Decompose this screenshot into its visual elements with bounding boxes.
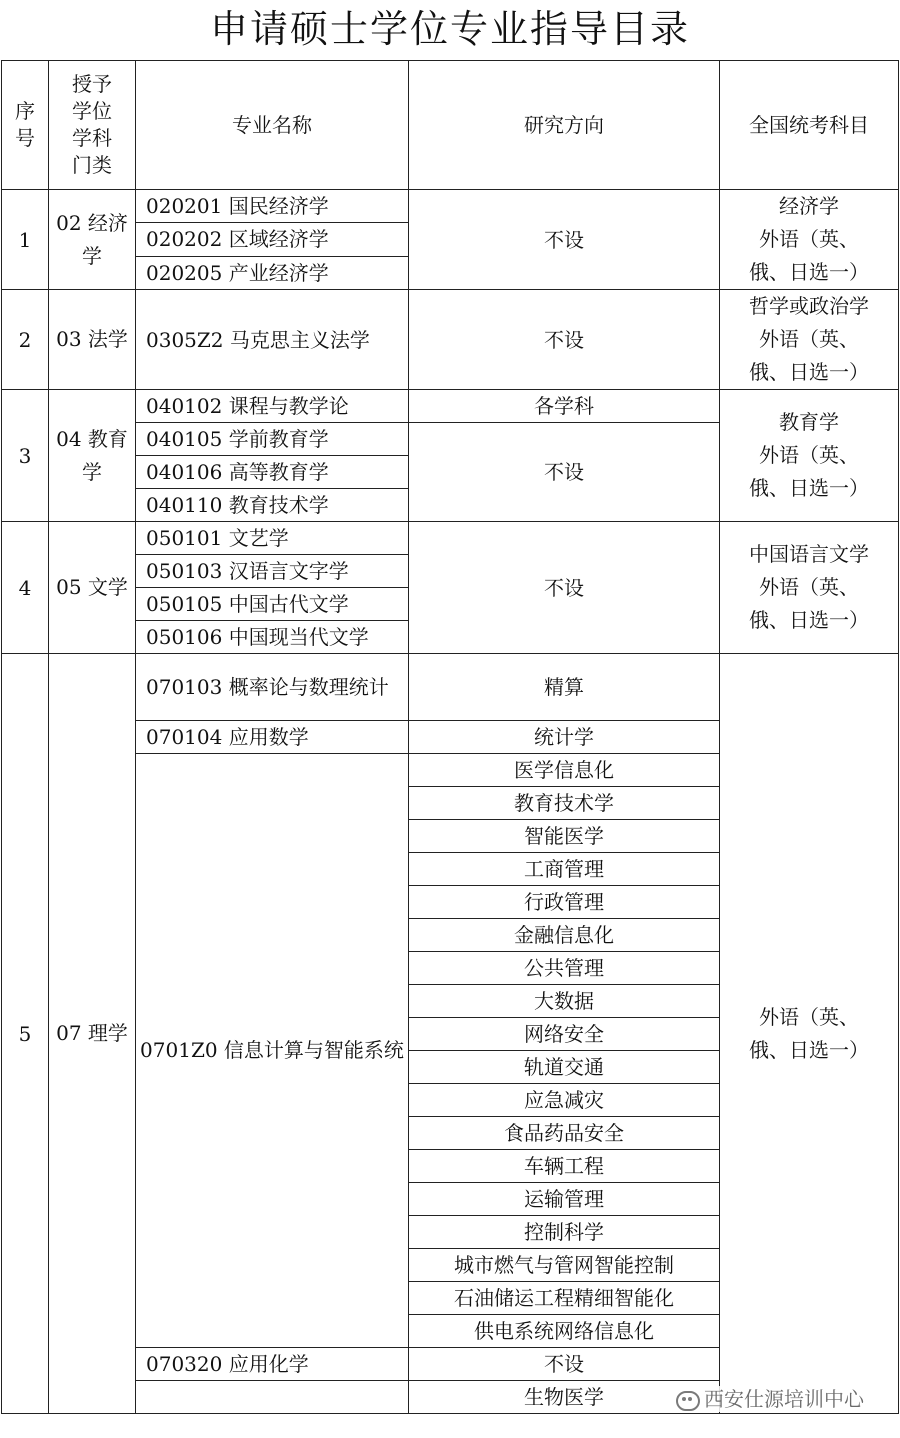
direction-cell: 不设 bbox=[409, 190, 720, 290]
category-cell bbox=[49, 190, 136, 290]
direction-cell: 网络安全 bbox=[409, 1018, 720, 1051]
category-label: 05 文学 bbox=[56, 575, 128, 599]
direction-cell: 金融信息化 bbox=[409, 919, 720, 952]
table-row bbox=[2, 522, 899, 555]
exam-line: 外语（英、 bbox=[759, 1004, 859, 1029]
exam-line: 外语（英、 bbox=[759, 327, 859, 351]
direction-cell: 不设 bbox=[409, 522, 720, 654]
seq-cell: 4 bbox=[2, 522, 49, 654]
major-cell: 070103 概率论与数理统计 bbox=[136, 654, 409, 721]
exam-line: 经济学 bbox=[779, 194, 839, 218]
seq-cell: 3 bbox=[2, 390, 49, 522]
watermark bbox=[672, 1386, 868, 1412]
table-row bbox=[2, 390, 899, 423]
major-cell: 040105 学前教育学 bbox=[136, 423, 409, 456]
exam-cell bbox=[720, 290, 899, 390]
major-cell: 070320 应用化学 bbox=[136, 1348, 409, 1381]
direction-cell: 运输管理 bbox=[409, 1183, 720, 1216]
exam-line: 教育学 bbox=[779, 410, 839, 434]
major-cell bbox=[136, 1381, 409, 1414]
direction-cell: 城市燃气与管网智能控制 bbox=[409, 1249, 720, 1282]
major-cell: 020202 区域经济学 bbox=[136, 223, 409, 256]
direction-cell: 统计学 bbox=[409, 721, 720, 754]
exam-line: 俄、日选一） bbox=[749, 360, 869, 384]
direction-cell: 供电系统网络信息化 bbox=[409, 1315, 720, 1348]
seq-cell: 1 bbox=[2, 190, 49, 290]
page-title: 申请硕士学位专业指导目录 bbox=[209, 7, 690, 51]
exam-line: 俄、日选一） bbox=[749, 260, 869, 284]
header-seq bbox=[2, 61, 49, 190]
exam-cell bbox=[720, 190, 899, 290]
exam-line: 俄、日选一） bbox=[749, 608, 869, 632]
major-cell: 0305Z2 马克思主义法学 bbox=[136, 290, 409, 390]
category-cell bbox=[49, 654, 136, 1414]
header-seq-label: 序号 bbox=[15, 99, 35, 150]
direction-cell: 食品药品安全 bbox=[409, 1117, 720, 1150]
category-cell bbox=[49, 390, 136, 522]
major-cell: 040106 高等教育学 bbox=[136, 456, 409, 489]
direction-cell: 轨道交通 bbox=[409, 1051, 720, 1084]
exam-line: 哲学或政治学 bbox=[749, 294, 869, 318]
direction-cell: 石油储运工程精细智能化 bbox=[409, 1282, 720, 1315]
major-cell: 050106 中国现当代文学 bbox=[136, 621, 409, 654]
exam-cell bbox=[720, 390, 899, 522]
exam-line: 外语（英、 bbox=[759, 227, 859, 251]
major-cell: 020201 国民经济学 bbox=[136, 190, 409, 223]
header-major: 专业名称 bbox=[136, 61, 409, 190]
exam-cell bbox=[720, 654, 899, 1414]
header-category bbox=[49, 61, 136, 190]
header-category-label: 授予学位学科门类 bbox=[72, 72, 112, 177]
major-cell: 050103 汉语言文字学 bbox=[136, 555, 409, 588]
category-label: 02 经济学 bbox=[56, 210, 128, 268]
direction-cell: 教育技术学 bbox=[409, 787, 720, 820]
major-cell: 0701Z0 信息计算与智能系统 bbox=[136, 754, 409, 1348]
direction-cell: 工商管理 bbox=[409, 853, 720, 886]
direction-cell: 行政管理 bbox=[409, 886, 720, 919]
direction-cell: 不设 bbox=[409, 423, 720, 522]
seq-cell: 5 bbox=[2, 654, 49, 1414]
direction-cell: 控制科学 bbox=[409, 1216, 720, 1249]
direction-cell: 生物医学 bbox=[409, 1381, 720, 1414]
category-cell bbox=[49, 290, 136, 390]
table-row bbox=[2, 290, 899, 390]
major-cell: 050105 中国古代文学 bbox=[136, 588, 409, 621]
watermark-text: 西安仕源培训中心 bbox=[704, 1387, 864, 1411]
exam-line: 俄、日选一） bbox=[749, 1037, 869, 1062]
exam-cell bbox=[720, 522, 899, 654]
seq-cell: 2 bbox=[2, 290, 49, 390]
direction-cell: 公共管理 bbox=[409, 952, 720, 985]
major-cell: 050101 文艺学 bbox=[136, 522, 409, 555]
exam-line: 外语（英、 bbox=[759, 575, 859, 599]
category-label: 04 教育学 bbox=[56, 426, 128, 484]
header-exam: 全国统考科目 bbox=[720, 61, 899, 190]
category-cell bbox=[49, 522, 136, 654]
direction-cell: 各学科 bbox=[409, 390, 720, 423]
category-label: 03 法学 bbox=[56, 327, 128, 351]
direction-cell: 车辆工程 bbox=[409, 1150, 720, 1183]
major-cell: 040102 课程与教学论 bbox=[136, 390, 409, 423]
direction-cell: 医学信息化 bbox=[409, 754, 720, 787]
exam-line: 俄、日选一） bbox=[749, 476, 869, 500]
major-cell: 020205 产业经济学 bbox=[136, 256, 409, 289]
major-cell: 040110 教育技术学 bbox=[136, 489, 409, 522]
direction-cell: 不设 bbox=[409, 1348, 720, 1381]
table-row bbox=[2, 190, 899, 223]
exam-line: 中国语言文学 bbox=[749, 542, 869, 566]
major-cell: 070104 应用数学 bbox=[136, 721, 409, 754]
direction-cell: 大数据 bbox=[409, 985, 720, 1018]
direction-cell: 智能医学 bbox=[409, 820, 720, 853]
direction-cell: 精算 bbox=[409, 654, 720, 721]
category-label: 07 理学 bbox=[56, 1021, 128, 1045]
direction-cell: 应急减灾 bbox=[409, 1084, 720, 1117]
exam-line: 外语（英、 bbox=[759, 443, 859, 467]
direction-cell: 不设 bbox=[409, 290, 720, 390]
wechat-icon bbox=[676, 1391, 700, 1411]
header-row bbox=[2, 61, 899, 190]
header-direction: 研究方向 bbox=[409, 61, 720, 190]
major-catalog-table bbox=[1, 60, 899, 1414]
table-row bbox=[2, 654, 899, 721]
